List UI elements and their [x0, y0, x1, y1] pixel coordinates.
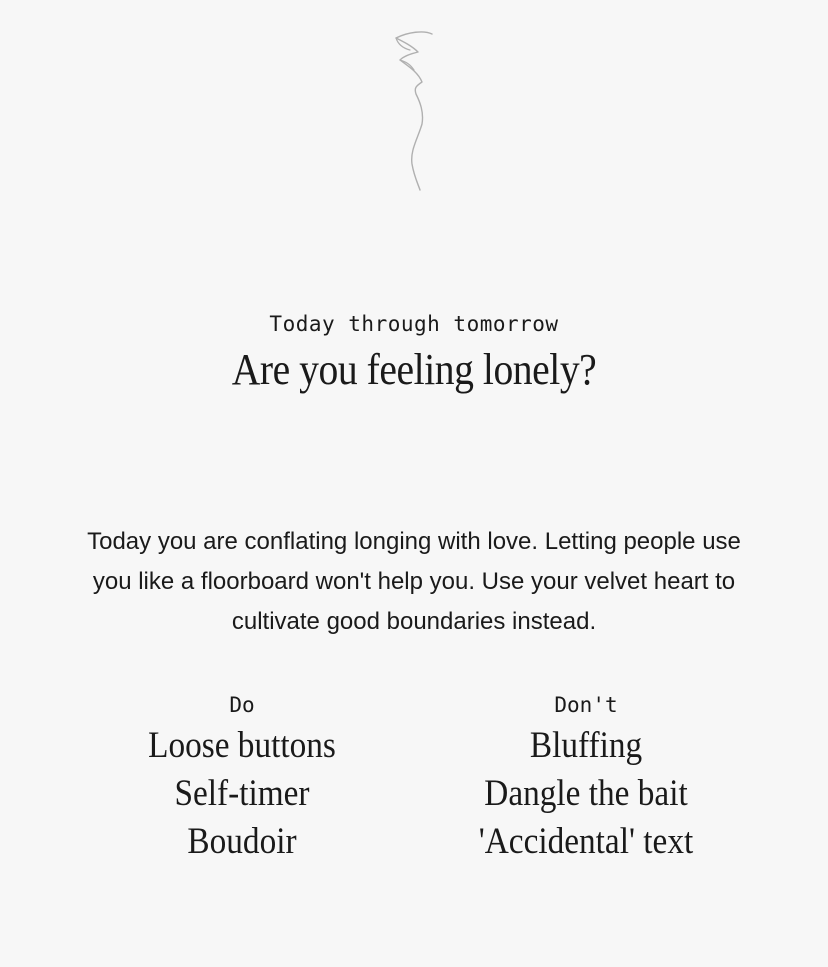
horoscope-text: Today you are conflating longing with love. Letting people use you like a floorboard won't help you. Use your velvet heart to cultivate good boundaries instead. — [87, 528, 741, 635]
dont-column — [434, 688, 738, 866]
do-list — [90, 722, 394, 866]
dont-item: 'Accidental' text — [478, 821, 694, 862]
page-title: Are you feeling lonely? — [231, 345, 597, 394]
page-subtitle: Today through tomorrow — [269, 312, 559, 336]
do-heading: Do — [229, 693, 255, 717]
dont-heading: Don't — [554, 693, 618, 717]
dont-item: Dangle the bait — [484, 773, 688, 814]
do-item: Loose buttons — [148, 725, 336, 766]
dont-item: Bluffing — [529, 725, 643, 766]
line-drawing-figure-icon — [380, 26, 450, 196]
do-item: Self-timer — [174, 773, 310, 814]
do-column — [90, 688, 394, 866]
do-item: Boudoir — [187, 821, 297, 862]
dont-list — [434, 722, 738, 866]
